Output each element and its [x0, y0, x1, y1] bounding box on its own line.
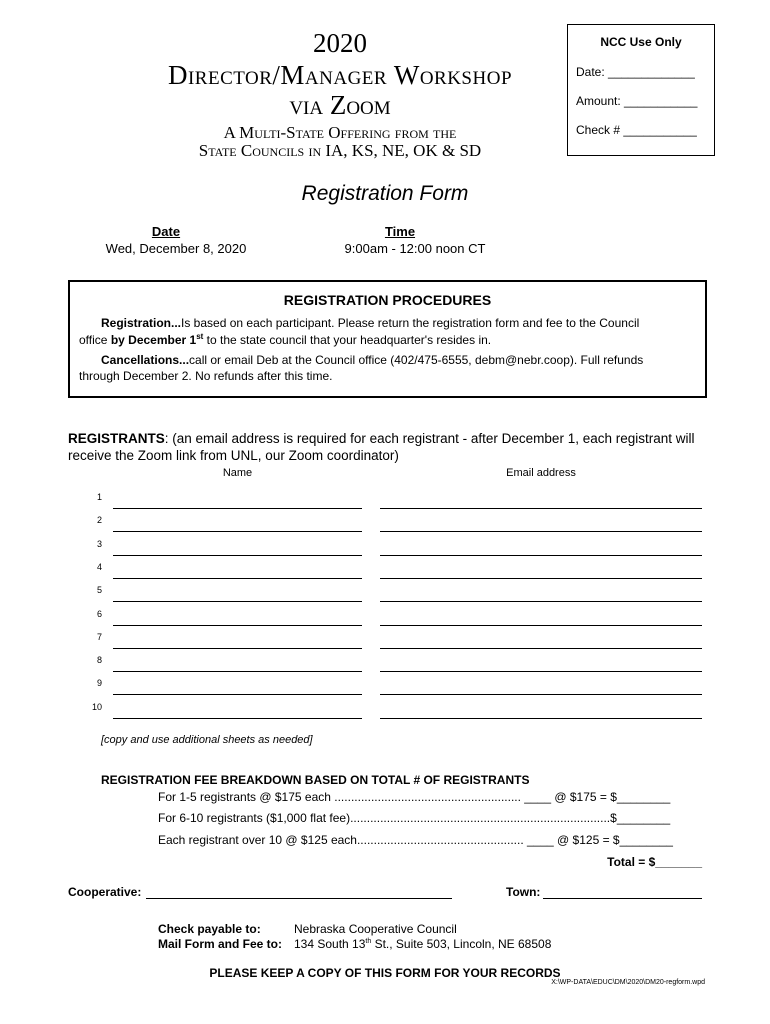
copy-sheets-note: [copy and use additional sheets as needed]	[101, 734, 313, 746]
registrant-name-field[interactable]	[113, 718, 362, 719]
workshop-via: via Zoom	[289, 90, 391, 120]
registrant-row-number: 3	[96, 538, 102, 549]
registrant-row-number: 5	[96, 585, 102, 596]
registrant-email-field[interactable]	[380, 578, 702, 579]
registration-line2-post: to the state council that your headquarter's resides in.	[203, 333, 492, 347]
keep-copy-note: PLEASE KEEP A COPY OF THIS FORM FOR YOUR RECORDS	[209, 966, 561, 980]
registrant-email-field[interactable]	[380, 555, 702, 556]
registrant-email-field[interactable]	[380, 718, 702, 719]
address-post: St., Suite 503, Lincoln, NE 68508	[371, 937, 552, 951]
registrant-row-number: 7	[96, 631, 102, 642]
registrant-name-field[interactable]	[113, 508, 362, 509]
ncc-use-only-box	[567, 24, 715, 156]
registrant-email-field[interactable]	[380, 508, 702, 509]
registrants-label: REGISTRANTS	[68, 431, 165, 446]
fee-row-1-5[interactable]: For 1-5 registrants @ $175 each ........................................................ ____ @ $175 = $________	[158, 790, 671, 804]
ncc-check-field[interactable]: Check # ___________	[576, 123, 697, 137]
registrant-name-field[interactable]	[113, 531, 362, 532]
workshop-subtitle-line2: State Councils in IA, KS, NE, OK & SD	[198, 141, 482, 160]
registrants-heading	[68, 430, 728, 464]
procedures-registration-line1	[101, 316, 639, 330]
fee-row-over-10[interactable]: Each registrant over 10 @ $125 each.................................................. ____ @ $125 = $________	[158, 833, 673, 847]
registrant-name-field[interactable]	[113, 625, 362, 626]
email-column-header: Email address	[506, 467, 576, 479]
registrant-name-field[interactable]	[113, 601, 362, 602]
registrant-row-number: 4	[96, 561, 102, 572]
fee-total[interactable]: Total = $_______	[607, 855, 702, 869]
registrant-row-number: 2	[96, 515, 102, 526]
date-label: Date	[151, 224, 181, 239]
registration-procedures-box	[68, 280, 707, 398]
registrant-email-field[interactable]	[380, 625, 702, 626]
registrant-email-field[interactable]	[380, 648, 702, 649]
procedures-cancellations-line2: through December 2. No refunds after this time.	[79, 369, 333, 383]
registrant-row-number: 9	[96, 678, 102, 689]
cooperative-label: Cooperative:	[68, 885, 142, 899]
mail-form-label: Mail Form and Fee to:	[158, 937, 283, 951]
address-pre: 134 South 13	[294, 937, 366, 951]
town-label: Town:	[506, 885, 541, 899]
registrant-email-field[interactable]	[380, 671, 702, 672]
registrant-row-number: 6	[96, 608, 102, 619]
registrant-name-field[interactable]	[113, 555, 362, 556]
registrant-email-field[interactable]	[380, 531, 702, 532]
registrants-note: : (an email address is required for each registrant - after December 1, each registrant will receive the Zoom link from UNL, our Zoom coordinator)	[68, 431, 695, 463]
cancellations-bold-label: Cancellations...	[101, 353, 190, 367]
registration-deadline-suffix: st	[196, 332, 204, 341]
date-value: Wed, December 8, 2020	[105, 241, 247, 256]
registrant-email-field[interactable]	[380, 601, 702, 602]
registrant-name-field[interactable]	[113, 578, 362, 579]
registrant-row-number: 10	[91, 701, 102, 712]
procedures-title: REGISTRATION PROCEDURES	[283, 292, 492, 308]
registrant-row-number: 1	[96, 492, 102, 502]
form-title: Registration Form	[301, 182, 469, 205]
name-column-header: Name	[222, 467, 253, 479]
registrant-name-field[interactable]	[113, 671, 362, 672]
workshop-subtitle-line1: A Multi-State Offering from the	[223, 123, 457, 142]
mail-form-address	[294, 937, 551, 951]
check-payable-value: Nebraska Cooperative Council	[294, 922, 457, 936]
registrant-name-field[interactable]	[113, 694, 362, 695]
time-value: 9:00am - 12:00 noon CT	[344, 241, 486, 256]
file-path: X:\WP-DATA\EDUC\DM\2020\DM20-regform.wpd	[551, 979, 705, 986]
workshop-year: 2020	[313, 28, 367, 58]
ncc-date-field[interactable]: Date: _____________	[576, 65, 695, 79]
ncc-amount-field[interactable]: Amount: ___________	[576, 94, 698, 108]
cooperative-input-line[interactable]	[146, 898, 452, 899]
check-payable-label: Check payable to:	[158, 922, 261, 936]
registrant-name-field[interactable]	[113, 648, 362, 649]
cancellations-text: call or email Deb at the Council office (402/475-6555, debm@nebr.coop). Full refunds	[189, 353, 644, 367]
ncc-box-title: NCC Use Only	[600, 35, 682, 49]
registration-line2-pre: office	[79, 333, 111, 347]
time-label: Time	[384, 224, 416, 239]
registration-deadline: by December 1	[110, 333, 197, 347]
town-input-line[interactable]	[543, 898, 702, 899]
registration-text: Is based on each participant. Please return the registration form and fee to the Council	[181, 316, 640, 330]
procedures-cancellations-line1	[101, 353, 643, 367]
procedures-registration-line2	[79, 332, 491, 347]
address-suffix: th	[365, 938, 372, 945]
registrant-row-number: 8	[96, 655, 102, 666]
workshop-title: Director/Manager Workshop	[167, 60, 513, 90]
registration-bold-label: Registration...	[101, 316, 182, 330]
fee-row-6-10[interactable]: For 6-10 registrants ($1,000 flat fee)..............................................................................$________	[158, 811, 671, 825]
fee-breakdown-heading: REGISTRATION FEE BREAKDOWN BASED ON TOTAL # OF REGISTRANTS	[101, 773, 530, 787]
registrant-email-field[interactable]	[380, 694, 702, 695]
